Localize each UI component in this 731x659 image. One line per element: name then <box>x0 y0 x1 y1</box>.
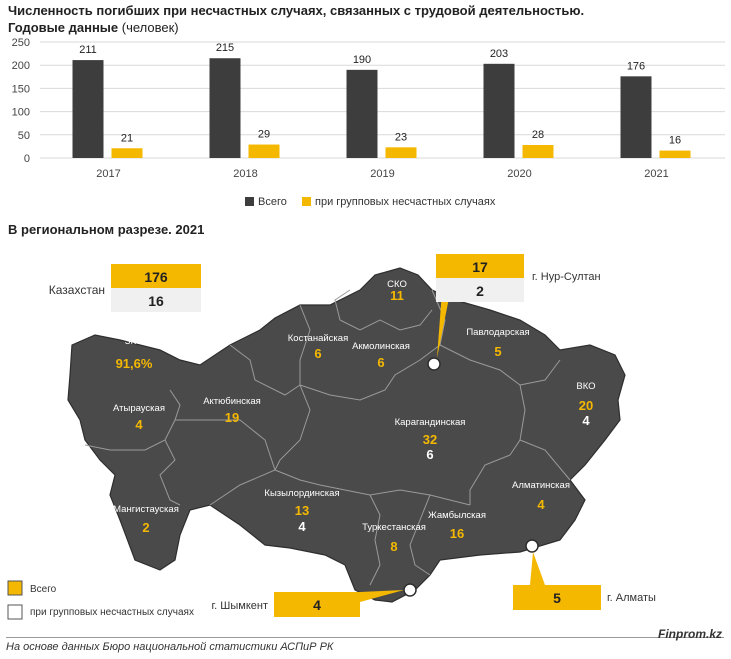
region-label: Алматинская <box>512 480 570 491</box>
region-total-value: 91,6% <box>115 356 153 371</box>
y-tick-label: 50 <box>17 129 30 142</box>
bar-group <box>112 148 143 158</box>
kz-group-value: 16 <box>148 293 164 309</box>
region-total-value: 16 <box>449 526 465 541</box>
bar-total <box>347 70 378 158</box>
region-label: Жамбылская <box>428 510 486 521</box>
y-tick-label: 200 <box>11 60 30 73</box>
data-label-group: 16 <box>668 134 682 147</box>
region-total-value: 20 <box>578 398 594 413</box>
region-label: Карагандинская <box>394 417 466 428</box>
region-total-value: 8 <box>390 539 398 554</box>
nur-sultan-group-value: 2 <box>476 283 484 299</box>
almaty-dot <box>526 540 538 552</box>
legend-label-group: при групповых несчастных случаях <box>315 196 496 208</box>
bar-total <box>73 60 104 158</box>
y-tick-label: 250 <box>11 37 30 49</box>
region-label: Павлодарская <box>466 327 530 338</box>
nur-sultan-dot <box>428 358 440 370</box>
region-label: Мангистауская <box>113 504 179 515</box>
region-label: ВКО <box>576 381 596 392</box>
data-label-total: 215 <box>215 42 235 55</box>
region-label: Кызылординская <box>264 488 340 499</box>
nur-sultan-label: г. Нур-Султан <box>532 271 601 283</box>
subtitle-bold: Годовые данные <box>8 20 119 35</box>
map-shapes <box>68 268 625 602</box>
region-total-value: 19 <box>224 410 240 425</box>
shymkent-label: г. Шымкент <box>211 600 268 612</box>
nur-sultan-total-value: 17 <box>472 259 488 275</box>
section-title: В региональном разрезе. 2021 <box>8 222 205 237</box>
region-label: СКО <box>387 279 407 290</box>
kazakhstan-outline <box>68 268 625 602</box>
region-group-value: 4 <box>582 413 590 428</box>
chart-subtitle <box>8 20 179 35</box>
data-label-group: 29 <box>257 128 271 141</box>
legend-label-total: Всего <box>258 196 287 208</box>
bar-total <box>484 64 515 158</box>
x-tick-label: 2020 <box>507 168 532 180</box>
x-tick-label: 2017 <box>96 168 121 180</box>
y-tick-label: 100 <box>11 106 30 119</box>
map-legend-swatch-total <box>8 581 22 595</box>
bar-group <box>249 145 280 158</box>
bar-group <box>660 151 691 158</box>
y-tick-label: 0 <box>23 153 30 165</box>
x-tick-label: 2019 <box>370 168 395 180</box>
region-group-value: 4 <box>298 519 306 534</box>
regional-map <box>0 240 731 635</box>
shymkent-total-value: 4 <box>313 597 321 613</box>
bar-group <box>386 147 417 158</box>
footer-rule <box>6 637 724 638</box>
map-legend-swatch-group <box>8 605 22 619</box>
region-group-value: 6 <box>426 447 434 462</box>
data-label-total: 203 <box>489 47 509 60</box>
kz-total-value: 176 <box>144 269 168 285</box>
chart-title: Численность погибших при несчастных случаях, связанных с трудовой деятельностью. <box>8 3 585 18</box>
footer-source: На основе данных Бюро национальной статистики АСПиР РК <box>6 641 334 653</box>
map-legend-label-total: Всего <box>30 584 57 595</box>
bar-total <box>210 58 241 158</box>
region-total-value: 6 <box>314 346 322 361</box>
region-total-value: 6 <box>377 355 385 370</box>
almaty-label: г. Алматы <box>607 592 656 604</box>
subtitle-unit: (человек) <box>121 20 179 35</box>
bar-total <box>621 76 652 158</box>
y-tick-label: 150 <box>11 83 30 96</box>
region-label: ЗКО <box>124 336 144 347</box>
data-label-group: 21 <box>120 132 134 145</box>
data-label-group: 23 <box>394 131 408 144</box>
bar-group <box>523 145 554 158</box>
region-label: Актюбинская <box>203 396 261 407</box>
region-total-value: 11 <box>390 288 404 303</box>
x-tick-label: 2018 <box>233 168 258 180</box>
data-label-total: 211 <box>79 44 97 57</box>
region-total-value: 4 <box>537 497 545 512</box>
region-total-value: 4 <box>135 417 143 432</box>
map-legend-label-group: при групповых несчастных случаях <box>30 607 194 618</box>
region-total-value: 5 <box>494 344 502 359</box>
region-label: Туркестанская <box>362 522 426 533</box>
region-label: Атырауская <box>113 403 165 414</box>
shymkent-dot <box>404 584 416 596</box>
data-label-total: 176 <box>626 60 646 73</box>
bar-chart <box>0 36 731 216</box>
callout-pointer <box>530 552 545 585</box>
almaty-total-value: 5 <box>553 590 561 606</box>
data-label-total: 190 <box>352 53 372 66</box>
region-total-value: 32 <box>422 432 438 447</box>
region-label: Костанайская <box>287 333 349 344</box>
region-total-value: 13 <box>294 503 310 518</box>
x-tick-label: 2021 <box>644 168 669 180</box>
data-label-group: 28 <box>531 129 545 142</box>
legend-swatch-group <box>302 197 311 206</box>
region-label: Акмолинская <box>352 341 410 352</box>
kz-label: Казахстан <box>48 283 105 297</box>
footer-brand: Finprom.kz <box>658 627 723 641</box>
legend-swatch-total <box>245 197 254 206</box>
region-total-value: 2 <box>142 520 150 535</box>
